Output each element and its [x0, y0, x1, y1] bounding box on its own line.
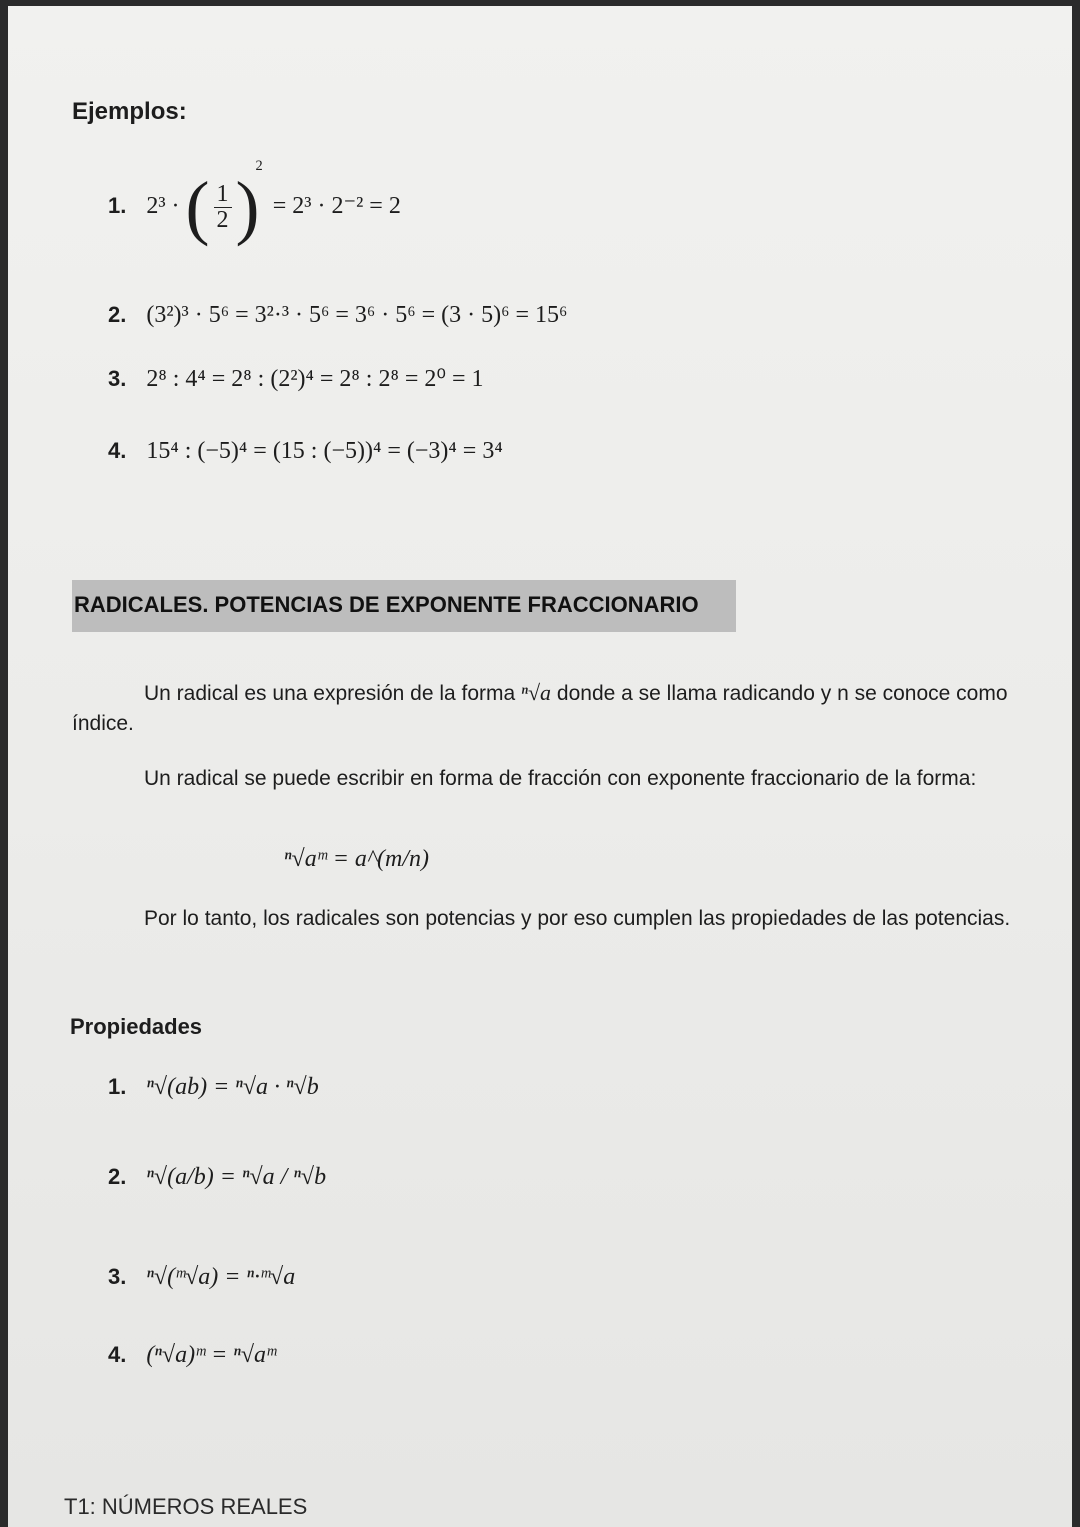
example-3: 3. 2⁸ : 4⁴ = 2⁸ : (2²)⁴ = 2⁸ : 2⁸ = 2⁰ = 1 [108, 366, 484, 392]
examples-title: Ejemplos: [72, 98, 187, 125]
fraction: $\frac{1}{2}$ [214, 182, 232, 233]
example-4: 4. 15⁴ : (−5)⁴ = (15 : (−5))⁴ = (−3)⁴ = 3⁴ [108, 438, 503, 464]
section-title: RADICALES. POTENCIAS DE EXPONENTE FRACCIONARIO [74, 592, 699, 617]
radical-symbol: ⁿ√a [521, 680, 552, 705]
paragraph-fraction-form: Un radical se puede escribir en forma de fracción con exponente fraccionario de la forma: [144, 767, 977, 790]
example-2: 2. (3²)³ · 5⁶ = 3²·³ · 5⁶ = 3⁶ · 5⁶ = (3 · 5)⁶ = 15⁶ [108, 302, 568, 328]
fractional-exponent-formula: ⁿ√aᵐ = a^(m/n) [284, 846, 430, 872]
property-4: 4. (ⁿ√a)ᵐ = ⁿ√aᵐ [108, 1342, 277, 1368]
property-2: 2. ⁿ√(a/b) = ⁿ√a / ⁿ√b [108, 1164, 327, 1190]
property-1: 1. ⁿ√(ab) = ⁿ√a · ⁿ√b [108, 1074, 319, 1100]
example-1: 1. 2³ · ( $\frac{1}{2}$ )$^2$ = 2³ · 2⁻² = 2 [108, 158, 401, 247]
paragraph-conclusion: Por lo tanto, los radicales son potencias y por eso cumplen las propiedades de las potencias. [144, 907, 1011, 930]
property-3: 3. ⁿ√(ᵐ√a) = ⁿ·ᵐ√a [108, 1264, 296, 1290]
footer-chapter: T1: NÚMEROS REALES [64, 1494, 308, 1519]
paragraph-radical-definition: Un radical es una expresión de la forma ⁿ√a donde a se llama radicando y n se conoce como índice. [72, 680, 1008, 735]
properties-title: Propiedades [70, 1014, 203, 1039]
document-page [8, 6, 1072, 1527]
